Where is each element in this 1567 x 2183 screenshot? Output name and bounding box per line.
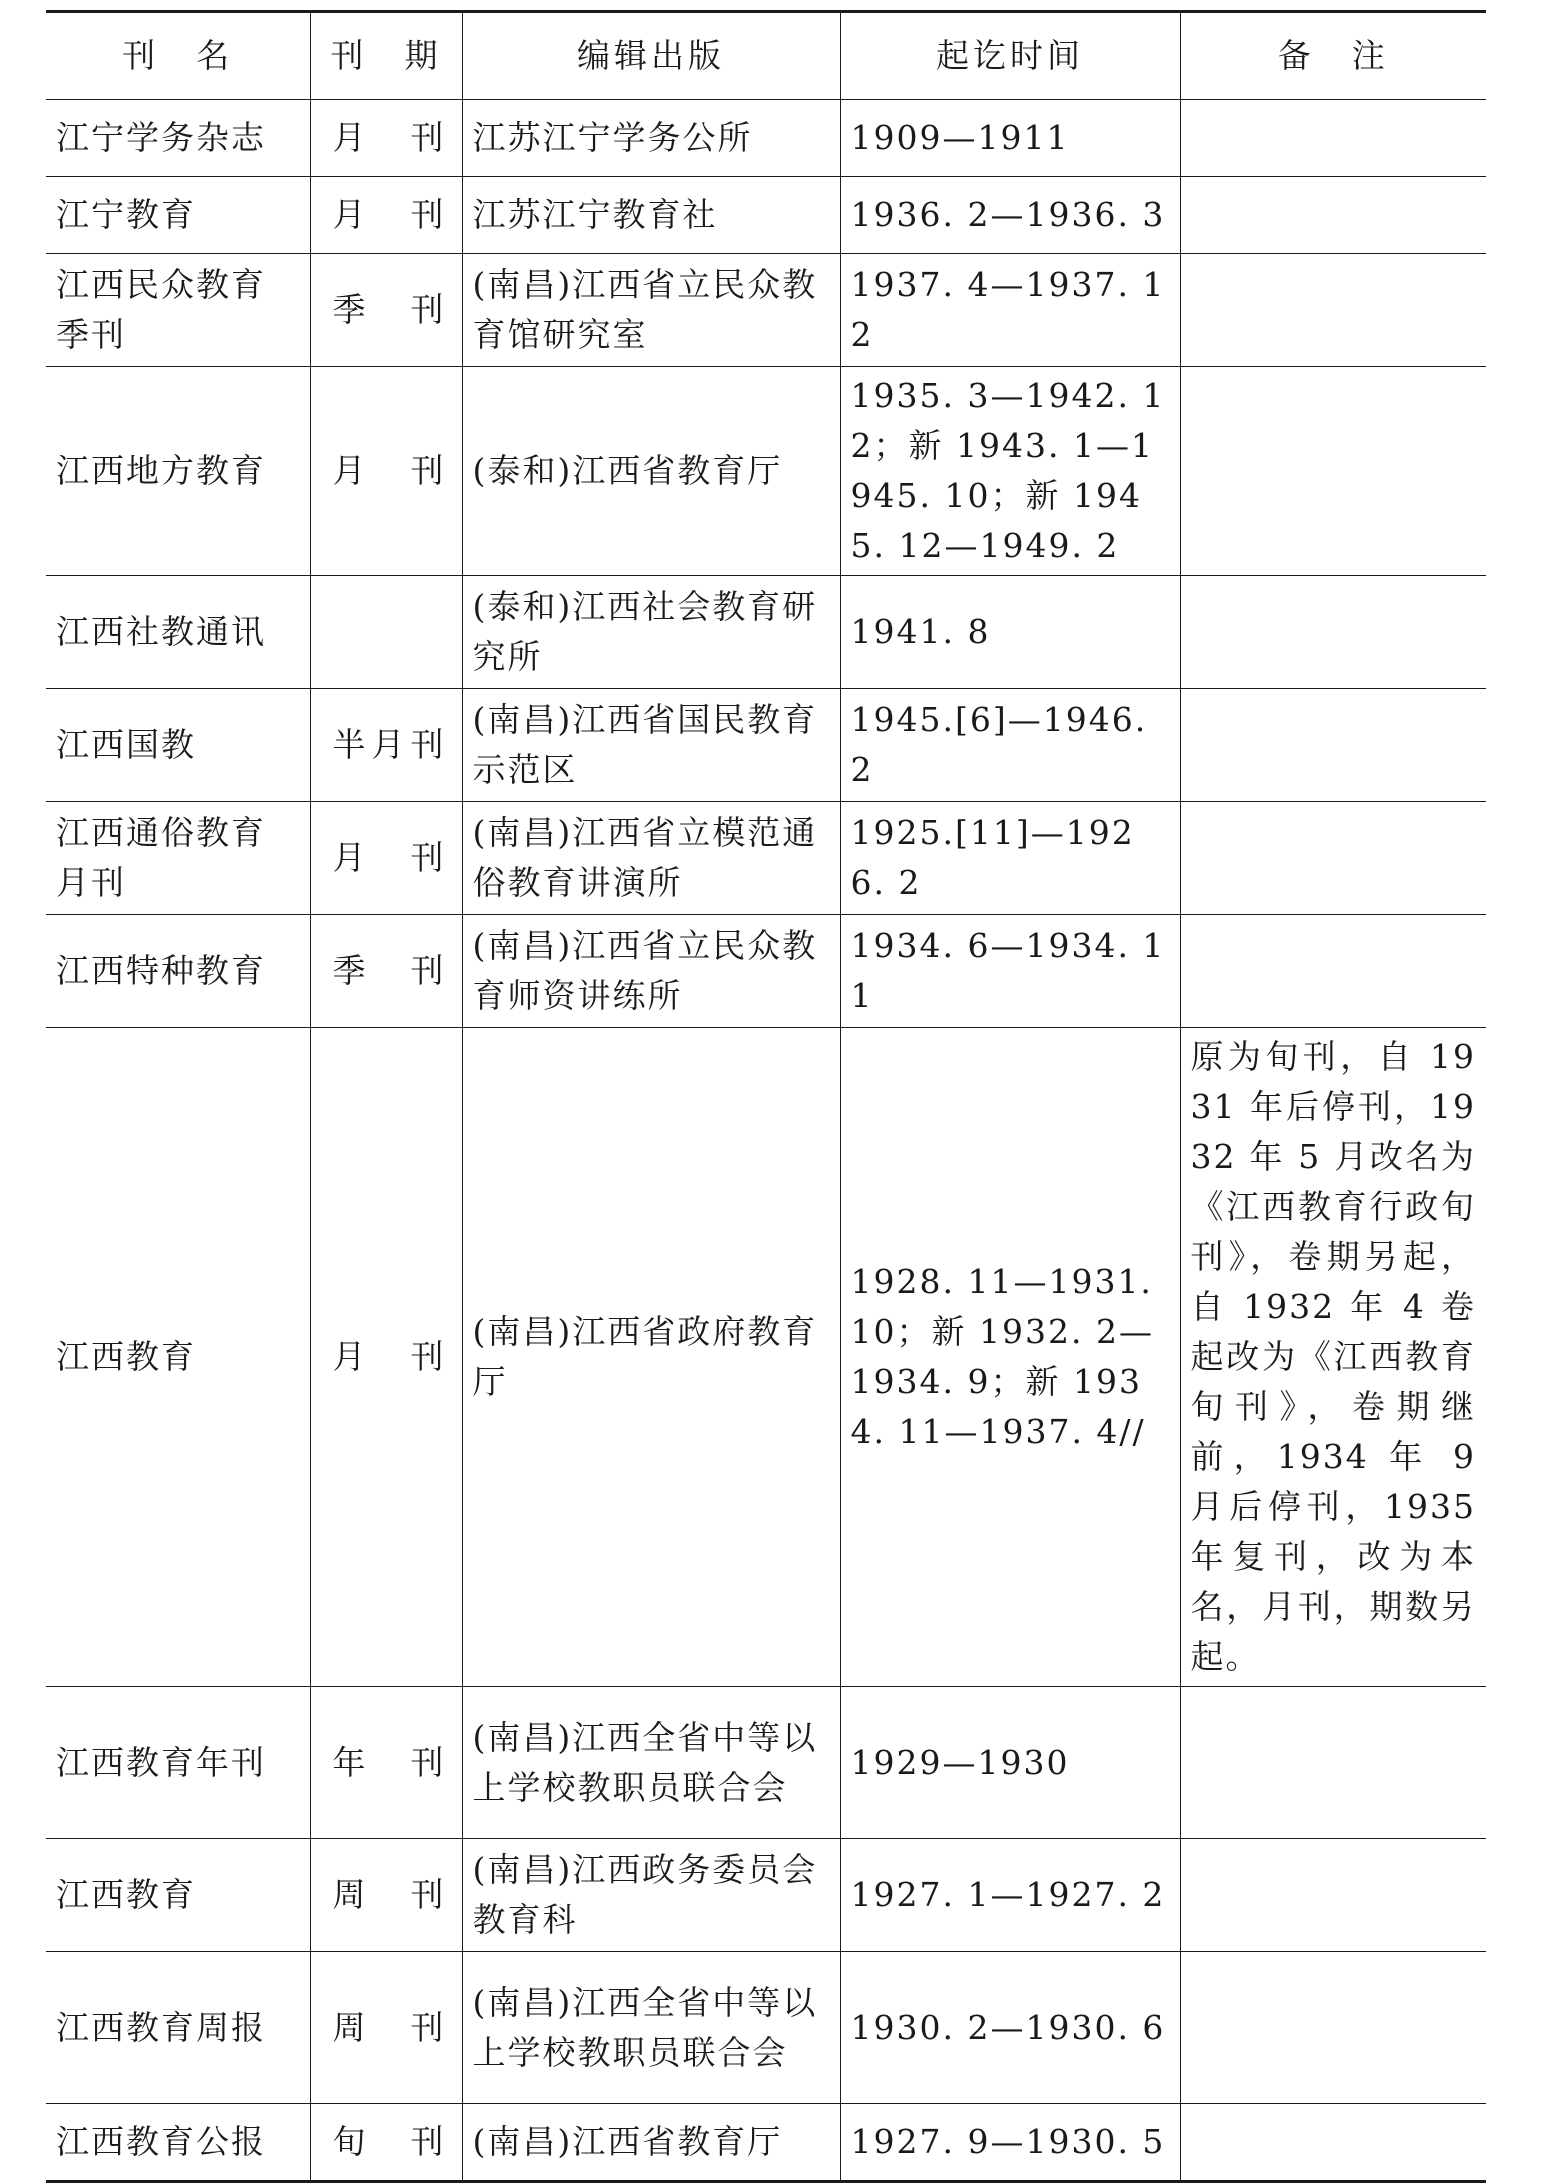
- cell-period: 月 刊: [310, 367, 462, 576]
- table-row: [46, 1839, 1486, 1952]
- cell-time: 1925.[11]—1926. 2: [840, 802, 1180, 915]
- table-row: [46, 1687, 1486, 1839]
- cell-time: 1934. 6—1934. 11: [840, 915, 1180, 1028]
- cell-editor: (南昌)江西全省中等以上学校教职员联合会: [462, 1687, 840, 1839]
- cell-period: 旬 刊: [310, 2104, 462, 2182]
- periodicals-table: [46, 10, 1486, 2183]
- cell-period: 月 刊: [310, 100, 462, 177]
- cell-period: 月 刊: [310, 1028, 462, 1687]
- cell-editor: (南昌)江西省国民教育示范区: [462, 689, 840, 802]
- cell-name: 江西教育公报: [46, 2104, 310, 2182]
- cell-period: 半月刊: [310, 689, 462, 802]
- cell-note: [1180, 367, 1486, 576]
- cell-period: 季 刊: [310, 254, 462, 367]
- table-row: [46, 802, 1486, 915]
- cell-editor: 江苏江宁学务公所: [462, 100, 840, 177]
- header-time: 起讫时间: [840, 12, 1180, 100]
- cell-time: 1928. 11—1931. 10；新 1932. 2—1934. 9；新 1934. 11—1937. 4//: [840, 1028, 1180, 1687]
- cell-time: 1929—1930: [840, 1687, 1180, 1839]
- cell-name: 江西国教: [46, 689, 310, 802]
- cell-time: 1909—1911: [840, 100, 1180, 177]
- table-row: [46, 100, 1486, 177]
- cell-note: [1180, 254, 1486, 367]
- cell-note: [1180, 802, 1486, 915]
- cell-time: 1927. 1—1927. 2: [840, 1839, 1180, 1952]
- cell-editor: (南昌)江西省教育厅: [462, 2104, 840, 2182]
- cell-editor: (南昌)江西省立模范通俗教育讲演所: [462, 802, 840, 915]
- cell-period: 月 刊: [310, 802, 462, 915]
- cell-note: 原为旬刊，自 1931 年后停刊，1932 年 5 月改名为《江西教育行政旬刊》，卷期另起，自 1932 年 4 卷起改为《江西教育旬刊》，卷期继前，1934 年 9 月后停刊，1935 年复刊，改为本名，月刊，期数另起。: [1180, 1028, 1486, 1687]
- cell-period: [310, 576, 462, 689]
- cell-editor: (南昌)江西省政府教育厅: [462, 1028, 840, 1687]
- cell-note: [1180, 1687, 1486, 1839]
- header-name: 刊 名: [46, 12, 310, 100]
- cell-name: 江西特种教育: [46, 915, 310, 1028]
- cell-name: 江宁学务杂志: [46, 100, 310, 177]
- cell-name: 江西通俗教育月刊: [46, 802, 310, 915]
- cell-time: 1927. 9—1930. 5: [840, 2104, 1180, 2182]
- table-row: [46, 367, 1486, 576]
- cell-period: 周 刊: [310, 1952, 462, 2104]
- cell-period: 季 刊: [310, 915, 462, 1028]
- cell-editor: 江苏江宁教育社: [462, 177, 840, 254]
- cell-time: 1930. 2—1930. 6: [840, 1952, 1180, 2104]
- cell-time: 1941. 8: [840, 576, 1180, 689]
- table-row: [46, 689, 1486, 802]
- cell-time: 1935. 3—1942. 12；新 1943. 1—1945. 10；新 1945. 12—1949. 2: [840, 367, 1180, 576]
- cell-period: 周 刊: [310, 1839, 462, 1952]
- cell-name: 江西教育: [46, 1839, 310, 1952]
- cell-editor: (南昌)江西全省中等以上学校教职员联合会: [462, 1952, 840, 2104]
- cell-time: 1936. 2—1936. 3: [840, 177, 1180, 254]
- cell-note: [1180, 1952, 1486, 2104]
- table-row: [46, 576, 1486, 689]
- header-period: 刊 期: [310, 12, 462, 100]
- cell-name: 江西教育: [46, 1028, 310, 1687]
- cell-note: [1180, 689, 1486, 802]
- table-row: [46, 1028, 1486, 1687]
- header-editor: 编辑出版: [462, 12, 840, 100]
- cell-note: [1180, 576, 1486, 689]
- table-row: [46, 1952, 1486, 2104]
- cell-period: 月 刊: [310, 177, 462, 254]
- cell-time: 1937. 4—1937. 12: [840, 254, 1180, 367]
- cell-editor: (泰和)江西省教育厅: [462, 367, 840, 576]
- cell-name: 江宁教育: [46, 177, 310, 254]
- cell-editor: (南昌)江西省立民众教育馆研究室: [462, 254, 840, 367]
- cell-editor: (南昌)江西省立民众教育师资讲练所: [462, 915, 840, 1028]
- table-row: [46, 177, 1486, 254]
- periodicals-table-container: [46, 10, 1486, 2183]
- table-row: [46, 2104, 1486, 2182]
- cell-name: 江西民众教育季刊: [46, 254, 310, 367]
- cell-editor: (泰和)江西社会教育研究所: [462, 576, 840, 689]
- cell-name: 江西教育年刊: [46, 1687, 310, 1839]
- cell-name: 江西教育周报: [46, 1952, 310, 2104]
- table-row: [46, 254, 1486, 367]
- cell-note: [1180, 1839, 1486, 1952]
- table-row: [46, 915, 1486, 1028]
- cell-note: [1180, 915, 1486, 1028]
- cell-name: 江西社教通讯: [46, 576, 310, 689]
- cell-note: [1180, 2104, 1486, 2182]
- cell-name: 江西地方教育: [46, 367, 310, 576]
- cell-period: 年 刊: [310, 1687, 462, 1839]
- cell-note: [1180, 177, 1486, 254]
- cell-note: [1180, 100, 1486, 177]
- header-note: 备 注: [1180, 12, 1486, 100]
- table-header-row: [46, 12, 1486, 100]
- cell-editor: (南昌)江西政务委员会教育科: [462, 1839, 840, 1952]
- cell-time: 1945.[6]—1946. 2: [840, 689, 1180, 802]
